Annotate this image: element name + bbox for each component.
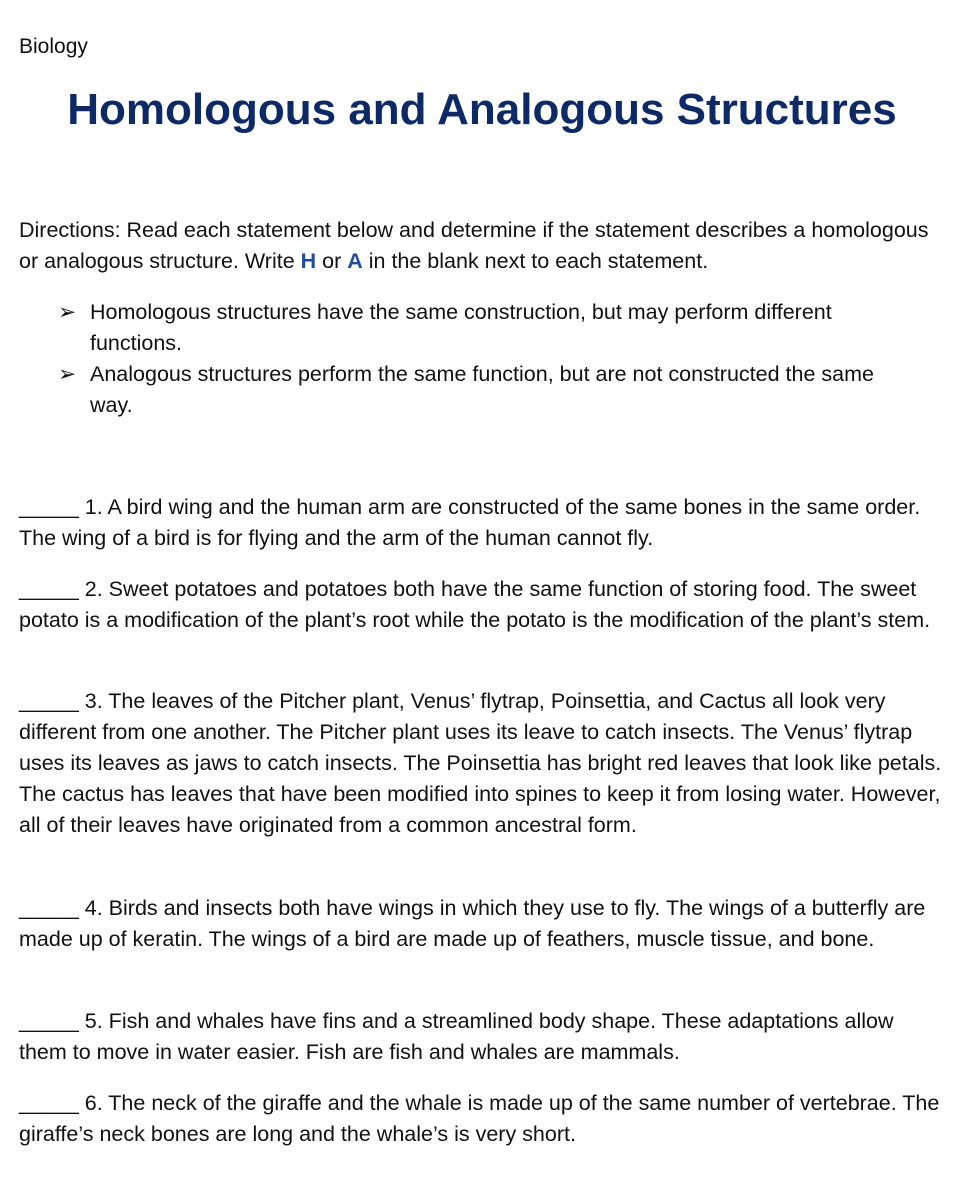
homologous-letter: H [300, 249, 317, 273]
answer-blank[interactable]: _____ [19, 577, 79, 601]
question-4 [19, 893, 944, 955]
question-text: 6. The neck of the giraffe and the whale is made up of the same number of vertebrae. The giraffe’s neck bones are long and the whale’s is very short. [19, 1091, 940, 1146]
answer-blank[interactable]: _____ [19, 495, 79, 519]
arrow-bullet-icon: ➢ [58, 362, 77, 386]
directions-text-before: Directions: Read each statement below and determine if the statement describes a homologous or analogous structure. Write [19, 218, 929, 273]
answer-blank[interactable]: _____ [19, 896, 79, 920]
subject-label: Biology [19, 35, 88, 58]
arrow-bullet-icon: ➢ [58, 300, 77, 324]
question-3 [19, 686, 944, 841]
question-text: 3. The leaves of the Pitcher plant, Venus’ flytrap, Poinsettia, and Cactus all look very different from one another. The Pitcher plant uses its leave to catch insects. The Venus’ flytrap uses its leaves as jaws to catch insects. The Poinsettia has bright red leaves that look like petals. The cactus has leaves that have been modified into spines to keep it from losing water. However, all of their leaves have originated from a common ancestral form. [19, 689, 942, 837]
question-text: 1. A bird wing and the human arm are constructed of the same bones in the same order. The wing of a bird is for flying and the arm of the human cannot fly. [19, 495, 921, 550]
question-text: 5. Fish and whales have fins and a streamlined body shape. These adaptations allow them to move in water easier. Fish are fish and whales are mammals. [19, 1009, 894, 1064]
question-5 [19, 1006, 944, 1068]
answer-blank[interactable]: _____ [19, 1091, 79, 1115]
analogous-definition: Analogous structures perform the same function, but are not constructed the same way. [90, 362, 874, 417]
analogous-letter: A [347, 249, 363, 273]
question-1 [19, 492, 944, 554]
directions-or: or [316, 249, 348, 273]
list-item [58, 297, 918, 359]
answer-blank[interactable]: _____ [19, 1009, 79, 1033]
homologous-definition: Homologous structures have the same construction, but may perform different functions. [90, 300, 832, 355]
list-item [58, 359, 918, 421]
question-2 [19, 574, 944, 636]
question-6 [19, 1088, 944, 1150]
definition-list [58, 297, 918, 421]
page-title: Homologous and Analogous Structures [67, 85, 897, 134]
question-text: 2. Sweet potatoes and potatoes both have the same function of storing food. The sweet potato is a modification of the plant’s root while the potato is the modification of the plant’s stem. [19, 577, 931, 632]
question-text: 4. Birds and insects both have wings in which they use to fly. The wings of a butterfly are made up of keratin. The wings of a bird are made up of feathers, muscle tissue, and bone. [19, 896, 926, 951]
directions [19, 215, 949, 277]
directions-text-after: in the blank next to each statement. [362, 249, 709, 273]
answer-blank[interactable]: _____ [19, 689, 79, 713]
